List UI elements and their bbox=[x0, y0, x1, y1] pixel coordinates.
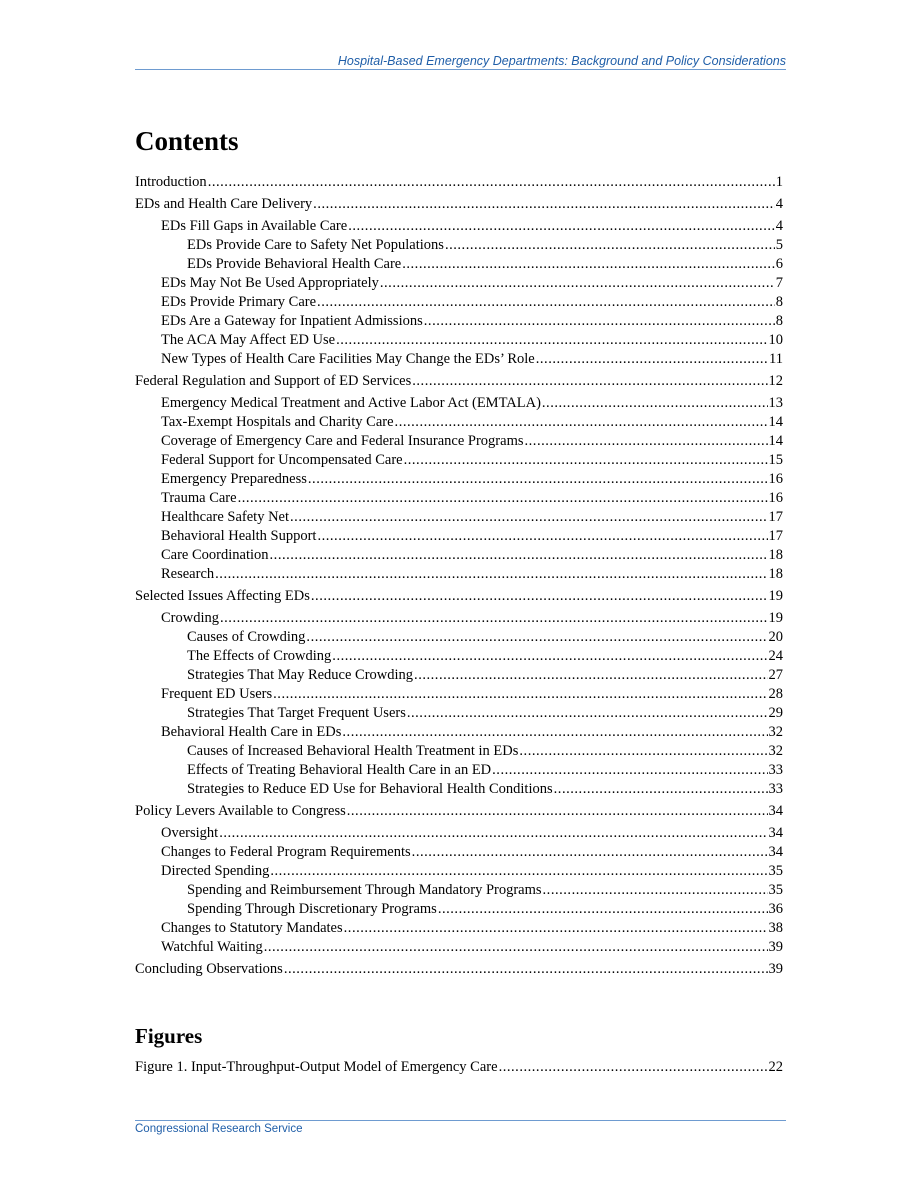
running-footer: Congressional Research Service bbox=[135, 1123, 303, 1135]
toc-entry-title: Behavioral Health Support bbox=[161, 528, 317, 544]
dot-leader bbox=[306, 628, 767, 647]
toc-entry-page: 35 bbox=[768, 882, 783, 898]
toc-entry-page: 38 bbox=[768, 920, 783, 936]
toc-entry[interactable] bbox=[135, 508, 783, 527]
dot-leader bbox=[554, 780, 768, 799]
toc-entry-page: 8 bbox=[775, 294, 783, 310]
toc-entry[interactable] bbox=[135, 394, 783, 413]
toc-entry-title: Selected Issues Affecting EDs bbox=[135, 588, 310, 604]
dot-leader bbox=[273, 685, 767, 704]
toc-entry-page: 4 bbox=[775, 218, 783, 234]
dot-leader bbox=[348, 217, 775, 236]
dot-leader bbox=[290, 508, 767, 527]
toc-entry-page: 4 bbox=[775, 196, 783, 212]
toc-entry-title: Policy Levers Available to Congress bbox=[135, 803, 346, 819]
toc-entry-page: 33 bbox=[768, 781, 783, 797]
dot-leader bbox=[220, 609, 768, 628]
toc-entry[interactable] bbox=[135, 628, 783, 647]
toc-entry-page: 8 bbox=[775, 313, 783, 329]
toc-entry[interactable] bbox=[135, 413, 783, 432]
toc-entry-page: 19 bbox=[768, 610, 783, 626]
toc-entry-page: 20 bbox=[768, 629, 783, 645]
dot-leader bbox=[492, 761, 767, 780]
toc-entry-page: 34 bbox=[768, 844, 783, 860]
toc-entry[interactable] bbox=[135, 565, 783, 584]
toc-entry-page: 10 bbox=[768, 332, 783, 348]
toc-entry-title: Emergency Medical Treatment and Active Labor Act (EMTALA) bbox=[161, 395, 541, 411]
toc-entry-title: Causes of Crowding bbox=[187, 629, 306, 645]
toc-entry-page: 17 bbox=[768, 528, 783, 544]
toc-entry[interactable] bbox=[135, 761, 783, 780]
figures-title: Figures bbox=[135, 1024, 203, 1048]
toc-entry[interactable] bbox=[135, 195, 783, 214]
toc-entry-page: 16 bbox=[768, 471, 783, 487]
toc-entry[interactable] bbox=[135, 780, 783, 799]
dot-leader bbox=[412, 372, 767, 391]
dot-leader bbox=[270, 546, 768, 565]
toc-entry[interactable] bbox=[135, 546, 783, 565]
toc-entry-title: Coverage of Emergency Care and Federal Insurance Programs bbox=[161, 433, 524, 449]
toc-entry-page: 18 bbox=[768, 547, 783, 563]
toc-entry[interactable] bbox=[135, 685, 783, 704]
toc-entry-title: Oversight bbox=[161, 825, 219, 841]
toc-entry-page: 34 bbox=[768, 825, 783, 841]
header-rule bbox=[135, 69, 786, 70]
dot-leader bbox=[208, 173, 775, 192]
dot-leader bbox=[414, 666, 767, 685]
toc-entry-title: Concluding Observations bbox=[135, 961, 283, 977]
toc-entry[interactable] bbox=[135, 742, 783, 761]
toc-entry-page: 17 bbox=[768, 509, 783, 525]
toc-entry-title: Healthcare Safety Net bbox=[161, 509, 290, 525]
dot-leader bbox=[317, 527, 767, 546]
toc-entry[interactable] bbox=[135, 312, 783, 331]
toc-entry-page: 24 bbox=[768, 648, 783, 664]
toc-entry-title: Changes to Federal Program Requirements bbox=[161, 844, 411, 860]
toc-entry-title: Crowding bbox=[161, 610, 219, 626]
figure-entry-page: 22 bbox=[768, 1059, 783, 1075]
toc-entry[interactable] bbox=[135, 824, 783, 843]
toc-entry-title: Research bbox=[161, 566, 215, 582]
toc-entry-title: Trauma Care bbox=[161, 490, 237, 506]
dot-leader bbox=[438, 900, 768, 919]
dot-leader bbox=[347, 802, 768, 821]
toc-entry[interactable] bbox=[135, 609, 783, 628]
toc-entry-title: EDs Are a Gateway for Inpatient Admissions bbox=[161, 313, 423, 329]
toc-entry-title: Introduction bbox=[135, 174, 207, 190]
toc-entry-title: Spending Through Discretionary Programs bbox=[187, 901, 437, 917]
toc-entry-page: 1 bbox=[775, 174, 783, 190]
running-header: Hospital-Based Emergency Departments: Background and Policy Considerations bbox=[337, 54, 786, 68]
dot-leader bbox=[542, 394, 768, 413]
toc-entry-title: Strategies That Target Frequent Users bbox=[187, 705, 406, 721]
footer-rule bbox=[135, 1120, 786, 1121]
toc-entry-page: 19 bbox=[768, 588, 783, 604]
dot-leader bbox=[219, 824, 767, 843]
toc-entry-page: 32 bbox=[768, 724, 783, 740]
list-of-figures bbox=[135, 1058, 783, 1077]
toc-entry-title: Federal Regulation and Support of ED Services bbox=[135, 373, 412, 389]
toc-entry-page: 39 bbox=[768, 939, 783, 955]
toc-entry-title: EDs and Health Care Delivery bbox=[135, 196, 313, 212]
toc-entry-page: 27 bbox=[768, 667, 783, 683]
toc-entry[interactable] bbox=[135, 862, 783, 881]
dot-leader bbox=[336, 331, 767, 350]
dot-leader bbox=[407, 704, 768, 723]
dot-leader bbox=[311, 587, 768, 606]
dot-leader bbox=[525, 432, 768, 451]
toc-entry-title: EDs Provide Behavioral Health Care bbox=[187, 256, 402, 272]
toc-entry-page: 15 bbox=[768, 452, 783, 468]
toc-entry-title: Care Coordination bbox=[161, 547, 269, 563]
toc-entry-page: 32 bbox=[768, 743, 783, 759]
toc-entry[interactable] bbox=[135, 489, 783, 508]
dot-leader bbox=[317, 293, 775, 312]
toc-entry-title: Federal Support for Uncompensated Care bbox=[161, 452, 403, 468]
toc-entry[interactable] bbox=[135, 960, 783, 979]
dot-leader bbox=[238, 489, 768, 508]
toc-entry-title: EDs Provide Primary Care bbox=[161, 294, 317, 310]
dot-leader bbox=[215, 565, 767, 584]
toc-entry-page: 28 bbox=[768, 686, 783, 702]
toc-entry-title: The Effects of Crowding bbox=[187, 648, 332, 664]
toc-entry[interactable] bbox=[135, 451, 783, 470]
figure-entry[interactable] bbox=[135, 1058, 783, 1077]
toc-entry-page: 34 bbox=[768, 803, 783, 819]
toc-entry[interactable] bbox=[135, 350, 783, 369]
toc-entry-page: 39 bbox=[768, 961, 783, 977]
toc-entry[interactable] bbox=[135, 881, 783, 900]
toc-entry-title: Tax-Exempt Hospitals and Charity Care bbox=[161, 414, 394, 430]
toc-entry-page: 14 bbox=[768, 414, 783, 430]
dot-leader bbox=[395, 413, 768, 432]
toc-entry-title: Changes to Statutory Mandates bbox=[161, 920, 343, 936]
toc-entry[interactable] bbox=[135, 470, 783, 489]
dot-leader bbox=[284, 960, 768, 979]
toc-entry-title: EDs Fill Gaps in Available Care bbox=[161, 218, 348, 234]
dot-leader bbox=[402, 255, 775, 274]
toc-entry-page: 33 bbox=[768, 762, 783, 778]
toc-entry-title: New Types of Health Care Facilities May Change the EDs’ Role bbox=[161, 351, 535, 367]
toc-entry[interactable] bbox=[135, 527, 783, 546]
toc-entry-page: 11 bbox=[769, 351, 783, 367]
toc-entry-page: 16 bbox=[768, 490, 783, 506]
toc-entry-page: 35 bbox=[768, 863, 783, 879]
toc-entry-title: Spending and Reimbursement Through Mandatory Programs bbox=[187, 882, 542, 898]
toc-entry[interactable] bbox=[135, 900, 783, 919]
toc-entry-title: Strategies to Reduce ED Use for Behavioral Health Conditions bbox=[187, 781, 553, 797]
toc-entry-title: Strategies That May Reduce Crowding bbox=[187, 667, 414, 683]
dot-leader bbox=[344, 919, 768, 938]
toc-entry[interactable] bbox=[135, 938, 783, 957]
toc-entry-page: 7 bbox=[775, 275, 783, 291]
figure-entry-title: Figure 1. Input-Throughput-Output Model of Emergency Care bbox=[135, 1059, 498, 1075]
toc-entry[interactable] bbox=[135, 647, 783, 666]
toc-entry-title: Behavioral Health Care in EDs bbox=[161, 724, 342, 740]
dot-leader bbox=[342, 723, 767, 742]
toc-entry-page: 18 bbox=[768, 566, 783, 582]
toc-entry-title: Watchful Waiting bbox=[161, 939, 263, 955]
toc-entry-page: 36 bbox=[768, 901, 783, 917]
toc-entry[interactable] bbox=[135, 432, 783, 451]
toc-entry-page: 29 bbox=[768, 705, 783, 721]
dot-leader bbox=[424, 312, 775, 331]
toc-entry[interactable] bbox=[135, 704, 783, 723]
toc-entry[interactable] bbox=[135, 802, 783, 821]
dot-leader bbox=[543, 881, 768, 900]
toc-entry[interactable] bbox=[135, 236, 783, 255]
toc-entry[interactable] bbox=[135, 723, 783, 742]
toc-entry-title: Effects of Treating Behavioral Health Care in an ED bbox=[187, 762, 492, 778]
toc-entry[interactable] bbox=[135, 274, 783, 293]
toc-entry-title: Causes of Increased Behavioral Health Treatment in EDs bbox=[187, 743, 519, 759]
toc-entry-title: The ACA May Affect ED Use bbox=[161, 332, 336, 348]
toc-entry[interactable] bbox=[135, 919, 783, 938]
toc-entry[interactable] bbox=[135, 255, 783, 274]
toc-entry[interactable] bbox=[135, 372, 783, 391]
toc-entry-title: Emergency Preparedness bbox=[161, 471, 307, 487]
contents-title: Contents bbox=[135, 126, 239, 156]
dot-leader bbox=[445, 236, 775, 255]
toc-entry[interactable] bbox=[135, 587, 783, 606]
dot-leader bbox=[412, 843, 768, 862]
dot-leader bbox=[404, 451, 768, 470]
dot-leader bbox=[270, 862, 767, 881]
toc-entry-title: EDs May Not Be Used Appropriately bbox=[161, 275, 379, 291]
dot-leader bbox=[332, 647, 767, 666]
toc-entry[interactable] bbox=[135, 331, 783, 350]
toc-entry-page: 6 bbox=[775, 256, 783, 272]
toc-entry[interactable] bbox=[135, 843, 783, 862]
dot-leader bbox=[536, 350, 768, 369]
dot-leader bbox=[308, 470, 768, 489]
toc-entry[interactable] bbox=[135, 173, 783, 192]
toc-entry-title: Directed Spending bbox=[161, 863, 270, 879]
toc-entry-title: EDs Provide Care to Safety Net Populations bbox=[187, 237, 444, 253]
dot-leader bbox=[499, 1058, 768, 1077]
dot-leader bbox=[264, 938, 768, 957]
toc-entry-page: 13 bbox=[768, 395, 783, 411]
toc-entry-title: Frequent ED Users bbox=[161, 686, 273, 702]
toc-entry-page: 14 bbox=[768, 433, 783, 449]
toc-entry[interactable] bbox=[135, 293, 783, 312]
toc-entry[interactable] bbox=[135, 217, 783, 236]
toc-entry-page: 5 bbox=[775, 237, 783, 253]
dot-leader bbox=[380, 274, 775, 293]
dot-leader bbox=[313, 195, 775, 214]
toc-entry[interactable] bbox=[135, 666, 783, 685]
toc-entry-page: 12 bbox=[768, 373, 783, 389]
table-of-contents bbox=[135, 173, 783, 979]
dot-leader bbox=[519, 742, 767, 761]
